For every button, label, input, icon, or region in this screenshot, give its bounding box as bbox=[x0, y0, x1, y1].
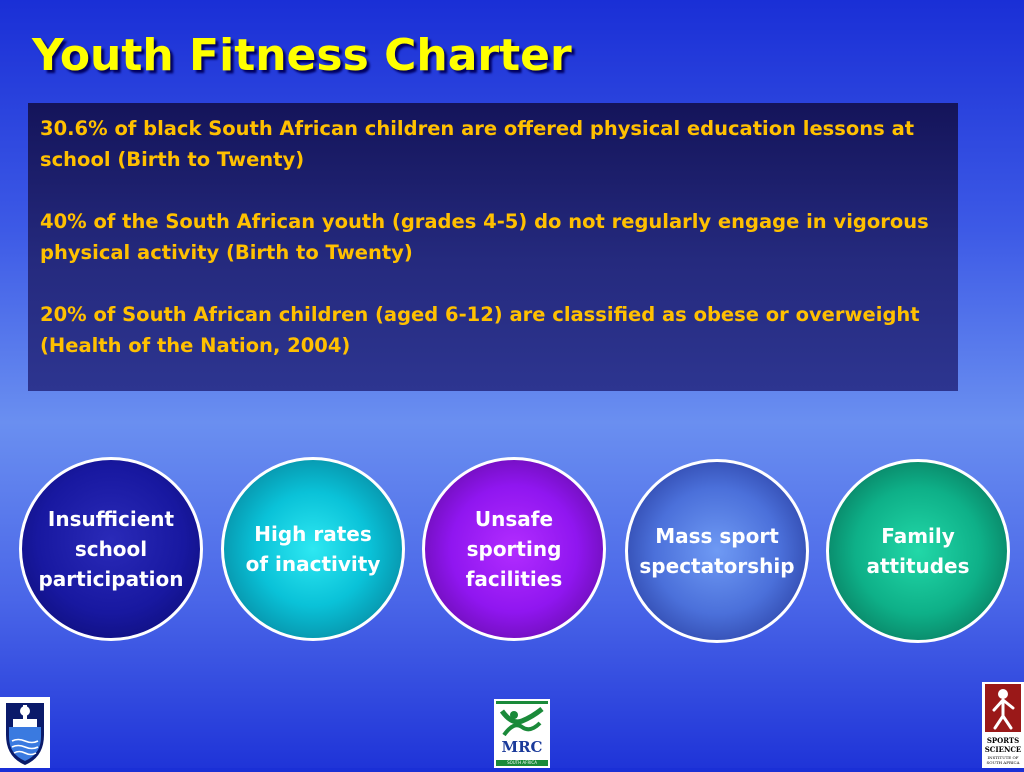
slide-title: Youth Fitness Charter bbox=[32, 30, 572, 81]
factor-circle-school-participation bbox=[19, 457, 203, 641]
factor-label: Mass sport spectatorship bbox=[639, 524, 795, 578]
factor-label: High rates of inactivity bbox=[245, 522, 381, 576]
factor-label: Family attitudes bbox=[866, 524, 970, 578]
factor-label: Insufficient school participation bbox=[38, 507, 184, 591]
stat-text: 30.6% of black South African children are offered physical education lessons at school (Birth to Twenty) bbox=[40, 117, 915, 171]
factor-circle-unsafe-facilities bbox=[422, 457, 606, 641]
factor-circle-inactivity bbox=[221, 457, 405, 641]
mrc-logo bbox=[494, 699, 550, 768]
sports-science-institute-logo bbox=[982, 682, 1024, 768]
mrc-logo-text: MRC bbox=[501, 738, 543, 756]
factor-label: Unsafe sporting facilities bbox=[465, 507, 563, 591]
university-crest-logo bbox=[0, 697, 50, 768]
statistics-panel bbox=[28, 103, 958, 391]
mrc-logo-subtext: SOUTH AFRICA bbox=[507, 760, 537, 765]
ssi-logo-text: SPORTS SCIENCE bbox=[984, 736, 1022, 754]
ssi-logo-subtext: INSTITUTE OF SOUTH AFRICA bbox=[986, 755, 1020, 765]
factor-circle-spectatorship bbox=[625, 459, 809, 643]
factor-circle-family-attitudes bbox=[826, 459, 1010, 643]
stat-text: 40% of the South African youth (grades 4-5) do not regularly engage in vigorous physical activity (Birth to Twenty) bbox=[40, 210, 929, 264]
stat-text: 20% of South African children (aged 6-12) are classified as obese or overweight (Health of the Nation, 2004) bbox=[40, 303, 920, 357]
